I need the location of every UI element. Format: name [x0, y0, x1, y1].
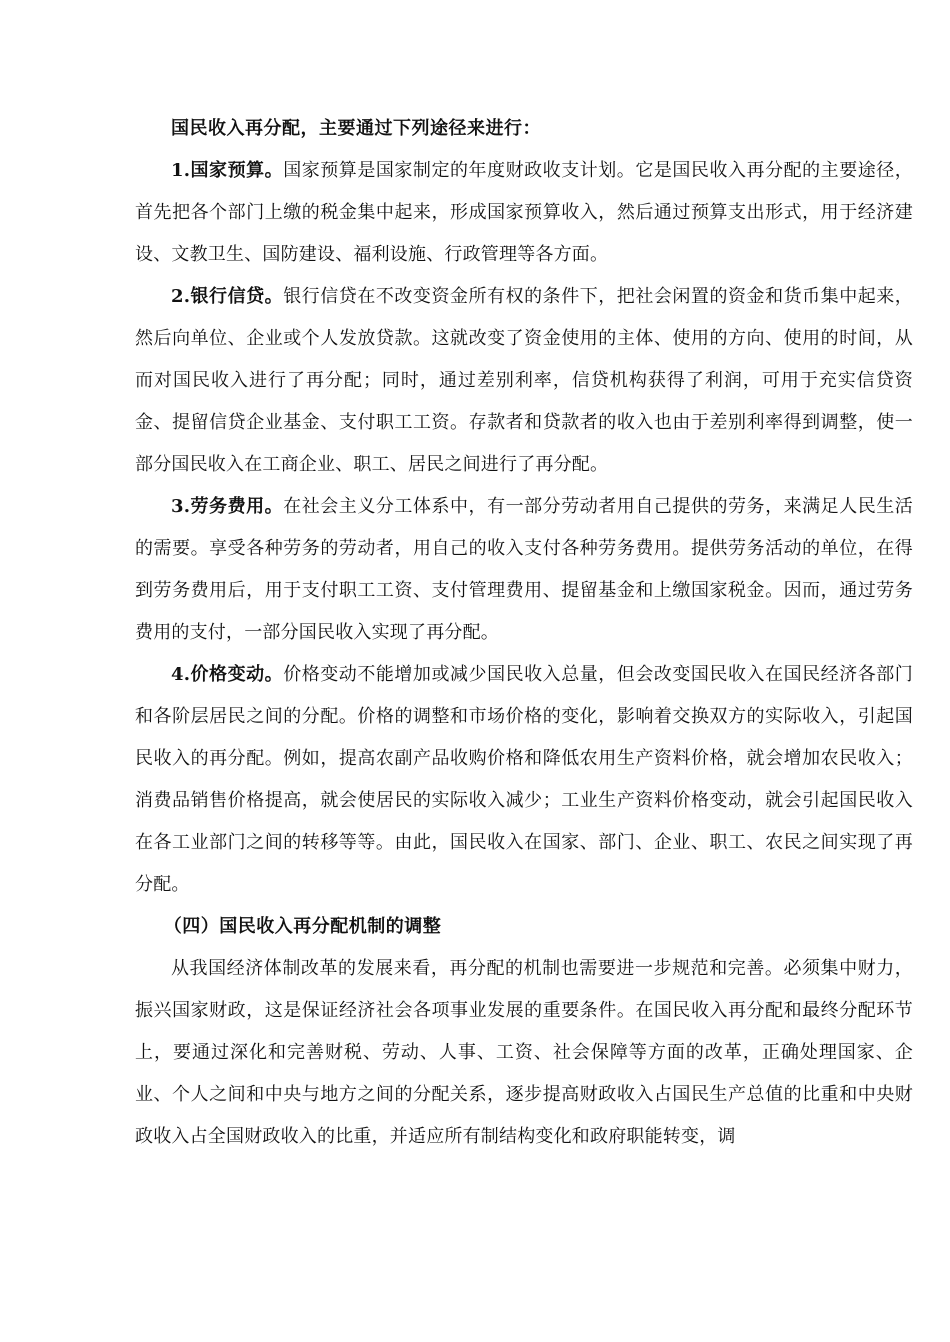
item-title: 3.劳务费用。 — [171, 496, 284, 517]
item-national-budget — [135, 150, 913, 276]
item-service-fees — [135, 486, 913, 654]
section-paragraph: 从我国经济体制改革的发展来看，再分配的机制也需要进一步规范和完善。必须集中财力，振兴国家财政，这是保证经济社会各项事业发展的重要条件。在国民收入再分配和最终分配环节上，要通过深化和完善财税、劳动、人事、工资、社会保障等方面的改革，正确处理国家、企业、个人之间和中央与地方之间的分配关系，逐步提高财政收入占国民生产总值的比重和中央财政收入占全国财政收入的比重，并适应所有制结构变化和政府职能转变，调 — [135, 958, 913, 1147]
item-title: 2.银行信贷。 — [171, 286, 284, 307]
item-text: 价格变动不能增加或减少国民收入总量，但会改变国民收入在国民经济各部门和各阶层居民之间的分配。价格的调整和市场价格的变化，影响着交换双方的实际收入，引起国民收入的再分配。例如，提高农副产品收购价格和降低农用生产资料价格，就会增加农民收入；消费品销售价格提高，就会使居民的实际收入减少；工业生产资料价格变动，就会引起国民收入在各工业部门之间的转移等等。由此，国民收入在国家、部门、企业、职工、农民之间实现了再分配。 — [135, 664, 913, 895]
item-title: 4.价格变动。 — [171, 664, 284, 685]
item-title: 1.国家预算。 — [171, 160, 284, 181]
item-price-changes — [135, 654, 913, 906]
item-text: 在社会主义分工体系中，有一部分劳动者用自己提供的劳务，来满足人民生活的需要。享受各种劳务的劳动者，用自己的收入支付各种劳务费用。提供劳务活动的单位，在得到劳务费用后，用于支付职工工资、支付管理费用、提留基金和上缴国家税金。因而，通过劳务费用的支付，一部分国民收入实现了再分配。 — [135, 496, 913, 643]
item-text: 银行信贷在不改变资金所有权的条件下，把社会闲置的资金和货币集中起来，然后向单位、企业或个人发放贷款。这就改变了资金使用的主体、使用的方向、使用的时间，从而对国民收入进行了再分配；同时，通过差别利率，信贷机构获得了利润，可用于充实信贷资金、提留信贷企业基金、支付职工工资。存款者和贷款者的收入也由于差别利率得到调整，使一部分国民收入在工商企业、职工、居民之间进行了再分配。 — [135, 286, 913, 475]
item-bank-credit — [135, 276, 913, 486]
item-text: 国家预算是国家制定的年度财政收支计划。它是国民收入再分配的主要途径，首先把各个部门上缴的税金集中起来，形成国家预算收入，然后通过预算支出形式，用于经济建设、文教卫生、国防建设、福利设施、行政管理等各方面。 — [135, 160, 913, 265]
section-heading: （四）国民收入再分配机制的调整 — [163, 916, 442, 937]
document-page — [135, 108, 913, 1158]
intro-heading: 国民收入再分配，主要通过下列途径来进行： — [171, 118, 541, 139]
